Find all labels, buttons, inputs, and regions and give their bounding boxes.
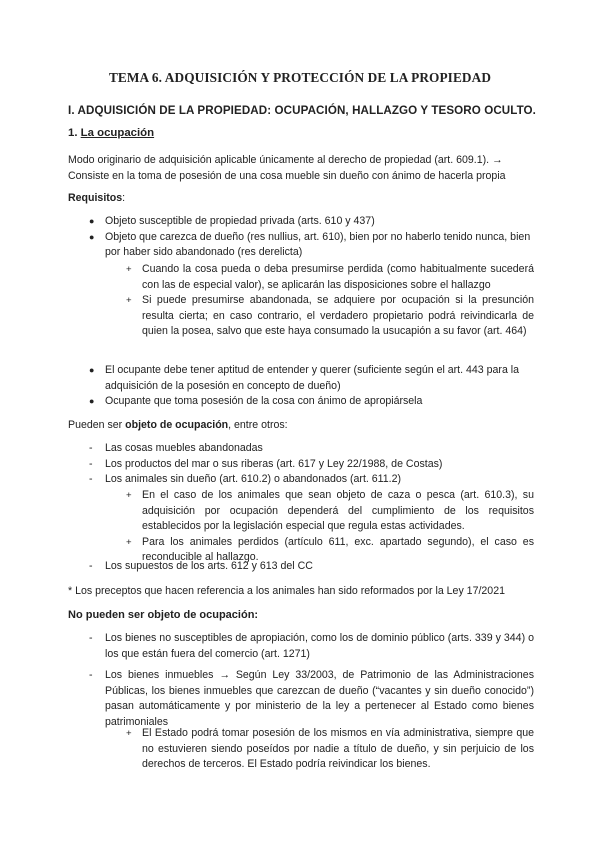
pueden-list [89,441,534,488]
plus-bullet-icon: + [126,264,132,275]
list-item: - Los productos del mar o sus riberas (art. 617 y Ley 22/1988, de Costas) [105,457,534,473]
list-item: + Cuando la cosa pueda o deba presumirse perdida (como habitualmente sucederá con las de especial valor), se aplicarán las disposiciones sobre el hallazgo [126,263,534,291]
footnote: * Los preceptos que hacen referencia a los animales han sido reformados por la Ley 17/2021 [68,585,505,597]
page-title: TEMA 6. ADQUISICIÓN Y PROTECCIÓN DE LA PROPIEDAD [108,70,492,85]
requisitos-label: Requisitos [68,192,123,204]
list-item: ● Ocupante que toma posesión de la cosa con ánimo de apropiársela [105,394,534,410]
list-item: - Las cosas muebles abandonadas [105,441,534,457]
plus-bullet-icon: + [126,490,132,501]
list-item: ● El ocupante debe tener aptitud de entender y querer (suficiente según el art. 443 para la adquisición de la posesión en concepto de dueño) [89,364,520,392]
requisitos-list-cont [89,363,534,410]
dash-bullet-icon: - [89,560,93,572]
subsection-heading [68,127,154,139]
list-item: ● Objeto susceptible de propiedad privada (arts. 610 y 437) [105,214,534,230]
plus-bullet-icon: + [126,295,132,307]
section-heading: I. ADQUISICIÓN DE LA PROPIEDAD: OCUPACIÓN, HALLAZGO Y TESORO OCULTO. [68,104,536,117]
list-item: ● Objeto que carezca de dueño (res nullius, art. 610), bien por no haberlo tenido nunca, bien por haber sido abandonado (res derelicta) [89,230,531,259]
pueden-intro: Pueden ser objeto de ocupación, entre otros: [68,419,288,431]
pueden-sublist [126,488,534,566]
intro-paragraph: Modo originario de adquisición aplicable únicamente al derecho de propiedad (art. 609.1). → Consiste en la toma de posesión de una cosa mueble sin dueño con ánimo de hacerla propia [68,154,506,182]
list-item: - Los supuestos de los arts. 612 y 613 del CC [105,559,534,575]
dash-bullet-icon: - [89,632,93,644]
subsection-title: La ocupación [80,127,155,139]
plus-bullet-icon: + [126,728,132,739]
list-item: - Los bienes inmuebles → Según Ley 33/2003, de Patrimonio de las Administraciones Públicas, los bienes inmuebles que carezcan de dueño (“vacantes y sin dueño conocido”) pasan automáticamente y por ministerio de la ley a pertenecer al Estado como bienes patrimoniales [89,669,534,728]
requisitos-colon: : [122,192,126,204]
dash-bullet-icon: - [89,442,93,454]
requisitos-sublist [126,262,534,340]
list-item: + Si puede presumirse abandonada, se adquiere por ocupación si la presunción resulta cierta; en caso contrario, el verdadero propietario podrá reivindicarla de quien la posea, salvo que este haya consumado la usucapión a su favor (art. 464) [126,294,534,338]
dash-bullet-icon: - [89,473,93,486]
list-item: - Los animales sin dueño (art. 610.2) o abandonados (art. 611.2) [105,472,534,488]
bullet-icon: ● [89,396,95,407]
bullet-icon: ● [89,365,95,375]
list-item: + Para los animales perdidos (artículo 611, exc. apartado segundo), el caso es reconducible al hallazgo. [126,535,534,564]
bullet-icon: ● [89,216,95,226]
pueden-list-cont [89,559,534,575]
plus-bullet-icon: + [126,536,132,548]
dash-bullet-icon: - [89,669,93,682]
requisitos-heading [68,191,534,207]
subsection-number: 1. [68,127,78,139]
list-item: + En el caso de los animales que sean objeto de caza o pesca (art. 610.3), su adquisición por ocupación dependerá del cumplimiento de los requisitos establecidos por la legislación especial que regula estas actividades. [126,489,534,533]
list-item: + El Estado podrá tomar posesión de los mismos en vía administrativa, siempre que no estuvieren siendo poseídos por nadie a título de dueño, y sin perjuicio de los derechos de terceros. El Estado podría reivindicar los bienes. [126,727,534,771]
no-pueden-list [89,631,534,731]
list-item: - Los bienes no susceptibles de apropiación, como los de dominio público (arts. 339 y 344) o los que están fuera del comercio (art. 1271) [89,632,534,660]
no-pueden-heading: No pueden ser objeto de ocupación: [68,609,259,621]
dash-bullet-icon: - [89,457,93,470]
no-pueden-sublist [126,726,534,773]
bullet-icon: ● [89,231,95,242]
requisitos-list [89,214,534,261]
